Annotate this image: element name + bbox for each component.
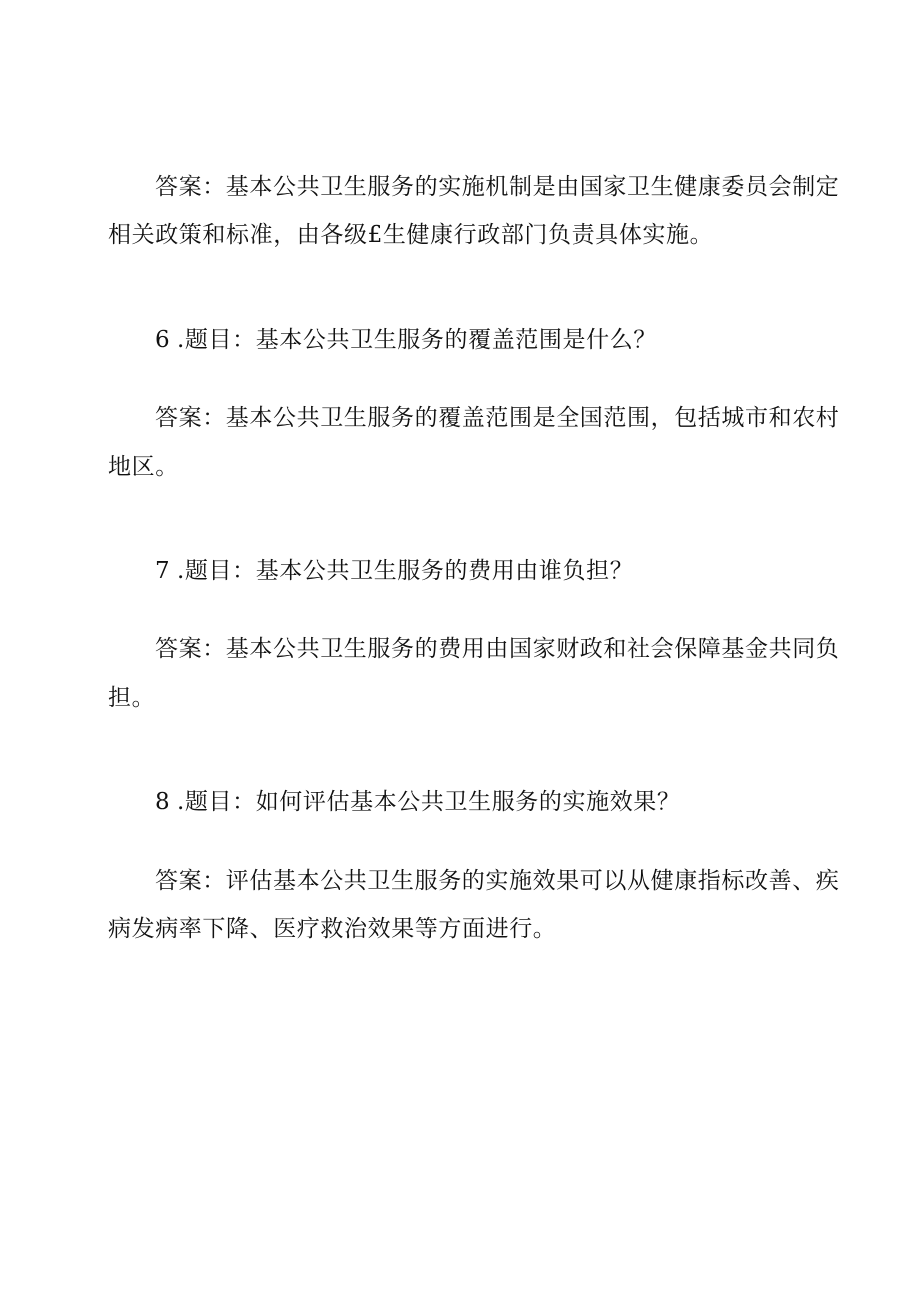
question-8-number: 8 (155, 789, 171, 815)
answer-6-line-2: 地区。 (108, 454, 179, 480)
answer-7-line-2: 担。 (108, 685, 156, 711)
question-6-number: 6 (155, 327, 171, 353)
answer-7-line-1: 答案：基本公共卫生服务的费用由国家财政和社会保障基金共同负 (155, 636, 840, 662)
answer-8-line-2: 病发病率下降、医疗救治效果等方面进行。 (108, 916, 557, 942)
answer-6-line-1: 答案：基本公共卫生服务的覆盖范围是全国范围，包括城市和农村 (155, 405, 840, 431)
question-7-text: .题目：基本公共卫生服务的费用由谁负担？ (177, 558, 634, 584)
question-8-text: .题目：如何评估基本公共卫生服务的实施效果？ (177, 789, 681, 815)
answer-5-line-2: 相关政策和标准，由各级£生健康行政部门负责具体实施。 (108, 222, 714, 248)
question-8 (155, 787, 681, 817)
question-7 (155, 556, 633, 586)
question-6-text: .题目：基本公共卫生服务的覆盖范围是什么？ (177, 327, 657, 353)
question-6 (155, 325, 657, 355)
answer-8-line-1: 答案：评估基本公共卫生服务的实施效果可以从健康指标改善、疾 (155, 868, 840, 894)
answer-5-line-1: 答案：基本公共卫生服务的实施机制是由国家卫生健康委员会制定 (155, 174, 840, 200)
question-7-number: 7 (155, 558, 171, 584)
